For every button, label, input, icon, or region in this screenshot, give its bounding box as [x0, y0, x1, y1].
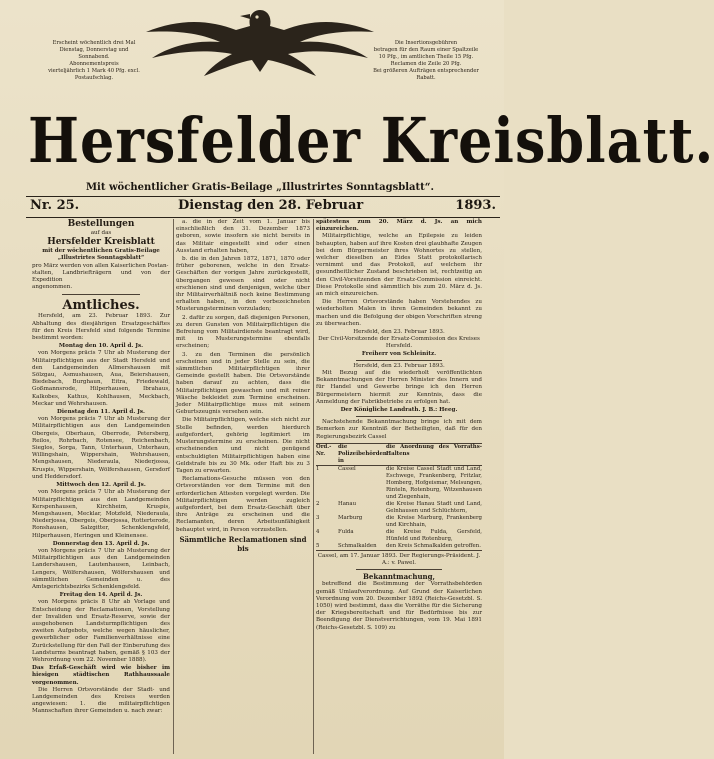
day-text: von Morgens präcis 7 Uhr ab Musterung der Militairpflichtigen aus den Landgemeinden Kerspenhausen, Kirchheim, Kruspis, Mengshausen, Mecklar, Motzfeld, Niederaula, Niederjossa, Obergeis, Oberjossa, Rotterterode, Ronshausen, Salzgitter, Schenklengsfeld, Hilperhausen, Heringen und Kleinensee.	[32, 489, 170, 539]
signoff: Cassel, am 17. Januar 1893. Der Regierungs-Präsident. J. A.: v. Pawel.	[317, 552, 481, 567]
eagle-emblem-icon	[140, 2, 380, 80]
table-cell: Hanau	[338, 500, 357, 507]
notice-title: Bestellungen	[67, 219, 135, 229]
subscription-line: Postaufschlag.	[74, 75, 114, 81]
day-heading: Mittwoch den 12. April d. Js.	[56, 482, 146, 489]
notice-line: stalten, Landbriefträgern und von der Expedition	[32, 269, 170, 284]
table-cell: 1	[316, 465, 320, 472]
table-cell: die Kreise Marburg, Frankenberg und Kirchhain,	[386, 514, 482, 528]
table-head-cell: Ord.-Nr.	[316, 443, 332, 457]
notice-line: pro März werden von allen Kaiserlichen Postan-	[32, 262, 169, 269]
day-heading: Das Erfaß-Geschäft wird wie bisher im hiesigen städtischen Rathhaussaale vorgenommen.	[32, 665, 170, 686]
paragraph: Die Militairpflichtigen, welche sich nicht zur Stelle befinden, werden hierdurch aufgefordert, gehörig legitimiert im Musterungstermine zu erscheinen. Die nicht erscheinenden und nicht genügend entschuldigten Militairpflichtigen haben eine Geldstrafe bis zu 30 Mk. oder Haft bis zu 3 Tagen zu erwarten.	[176, 417, 310, 474]
table-row	[316, 466, 482, 501]
subscription-line: Dienstag, Donnerstag und Sonnabend.	[59, 47, 129, 60]
paragraph: Militairpflichtige, welche an Epilepsie zu leiden behaupten, haben auf ihre Kosten drei glaubhafte Zeugen bei dem Bürgermeister ihres Wohnortes zu stellen, welcher dieselben an Eides Statt protokollarisch vernimmt und das Protokoll, auf welchem ihr gesundheitlicher Zustand beschrieben ist, rechtzeitig an den Civil-Vorsitzenden der Ersatz-Commission einreicht. Diese Protokolle sind sämmtlich bis zum 20. März d. Js. an mich einzureichen.	[316, 233, 482, 298]
day-text: von Morgens präcis 7 Uhr ab Musterung der Militairpflichtigen aus den Landgemeinden Obergeis, Oberhaun, Oberrode, Petersberg, Reilos, Rohrbach, Rotensee, Reichenbach, Sieglos, Sorga, Tann, Unterhaun, Unterhaun, Willingshain, Wippershain, Wehrshausen, Mengshausen, Niederaula, Niederjossa, Kruspis, Wippershain, Wölfershausen, Gersdorf und Heddersdorf.	[32, 416, 170, 480]
table-row	[316, 515, 482, 529]
dateline: Hersfeld, den 23. Februar 1893.	[353, 329, 445, 336]
paragraph: Mit Bezug auf die wiederholt veröffentlichten Bekanntmachungen der Herren Minister des Innern und für Handel und Gewerbe bringe ich den Herren Bürgermeistern hiermit zur Kenntnis, dass die Anmeldung der Fabrikbetriebe zu erfolgen hat.	[316, 370, 482, 405]
notice-line: auf das	[90, 230, 112, 236]
day-text: von Morgens präcis 7 Uhr ab Musterung der Militairpflichtigen aus den Landgemeinden Landershausen, Lautenhausen, Leinbach, Lengers, Wölfershausen, Wölfershausen und sämmtlichen Gemeinden u. des Amtsgerichtsbezirks Schenklengsfeld.	[32, 547, 170, 590]
table-cell: 4	[316, 528, 320, 535]
column-2	[176, 219, 310, 754]
table-cell: Marburg	[338, 514, 363, 521]
advert-line: Rabatt.	[416, 75, 436, 81]
table-cell: 3	[316, 514, 320, 521]
table-cell: die Kreise Fulda, Gersfeld, Hünfeld und Rotenburg,	[386, 528, 482, 542]
table-cell: Fulda	[338, 528, 354, 535]
table-header	[316, 444, 482, 466]
table-cell: 5	[316, 542, 320, 549]
paragraph: Die Herren Ortsvorstände haben Vorstehendes zu wiederholten Malen in ihren Gemeinden bekannt zu machen und die Befolgung der obigen Vorschriften streng zu überwachen.	[316, 299, 482, 327]
subscription-line: vierteljährlich 1 Mark 40 Pfg. excl.	[48, 68, 140, 74]
subscription-line: Abonnementspreis	[69, 61, 119, 67]
paragraph: 2. dafür zu sorgen, daß diejenigen Personen, zu deren Gunsten von Militairpflichtigen die Befreiung vom Militairdienste beantragt wird, mit in Musterungstermine ebenfalls erscheinen;	[176, 314, 310, 350]
notice-line: mit der wöchentlichen Gratis-Beilage	[42, 248, 160, 255]
advertising-info-box	[370, 40, 482, 82]
table-row	[316, 543, 482, 550]
subscription-info-box	[46, 40, 142, 82]
table-cell: Cassel	[338, 465, 356, 472]
authority-line: Der Civil-Vorsitzende der Ersatz-Commission des Kreises Hersfeld.	[318, 336, 480, 350]
advert-line: betragen für den Raum einer Spaltzeile	[373, 47, 479, 53]
notice-heading: Bekanntmachung,	[363, 572, 435, 582]
issue-year: 1893.	[455, 198, 496, 213]
table-row	[316, 501, 482, 515]
day-heading: Donnerstag den 13. April d. Js.	[52, 540, 150, 547]
day-text: Die Herren Ortsvorstände der Stadt- und Landgemeinden des Kreises werden angewiesen: 1. die militairpflichtigen Mannschaften ihrer Gemeinden u. nach zwar:	[32, 686, 170, 715]
issue-number: Nr. 25.	[30, 198, 80, 213]
column-divider	[173, 219, 174, 754]
masthead-title: Hersfelder Kreisblatt.	[28, 103, 714, 177]
bottom-rule	[26, 217, 500, 218]
day-heading: Freitag den 14. April d. Js.	[59, 592, 143, 599]
paragraph: b. die in den Jahren 1872, 1871, 1870 oder früher geborenen, welche in den Ersatz-Geschäften der vorigen Jahre zurückgestellt, übergangen gewesen sind oder nicht erschienen sind und denjenigen, welche über ihr Militairverhältniß noch keine Bestimmung erhalten haben, in den vorbezeichneten Musterungsterminen vorzuladen;	[176, 256, 310, 313]
day-text: von Morgens präcis 7 Uhr ab Musterung der Militairpflichtigen aus der Stadt Hersfeld und den Landgemeinden Allmershausen mit Sölzgau, Asmushausen, Aua, Beiershausen, Biedebach, Burghaun, Eitra, Friedewald, Goßmannsrode, Hilperhausen, Ibrahaus, Kalkobes, Kathus, Kohlhausen, Meckbach, Meckar und Wehrshausen.	[32, 350, 170, 407]
table-head-cell: die Anordnung des Vorraths-Haltens	[386, 443, 482, 457]
notice-line: angenommen.	[32, 284, 73, 291]
issue-bar	[28, 197, 498, 217]
day-text: von Morgens präcis 8 Uhr ab Vorlage und Entscheidung der Reclamationen, Vorstellung der Invaliden und Ersatz-Reserve, sowie der ausgehobenen Landsturmpflichtigen des zweiten Aufgebots, welche wegen häuslicher, gewerblicher oder Familienverhältnisse eine Zurückstellung für den Fall der Einberufung des Landsturms beantragt haben, gemäß § 103 der Wehrordnung vom 22. November 1888).	[32, 599, 170, 663]
advert-line: Die Insertionsgebühren	[394, 40, 458, 46]
table-cell: die Kreise Hanau Stadt und Land, Gelnhausen und Schlüchtern,	[386, 500, 482, 514]
column-divider	[313, 219, 314, 754]
deadline-line: spätestens zum 20. März d. Js. an mich einzureichen.	[316, 219, 482, 233]
advert-line: Reclamen die Zeile 20 Pfg.	[390, 61, 462, 67]
column-1	[32, 219, 170, 754]
signature-name: Freiherr von Schleinitz.	[361, 350, 437, 357]
day-heading: Dienstag den 11. April d. Js.	[57, 409, 145, 416]
paragraph: Reclamations-Gesuche müssen von den Ortsvorständen vor dem Termine mit den erforderlichen Attesten vorgelegt werden. Die Militairpflichtigen werden zugleich aufgefordert, bei dem Ersatz-Geschäft über ihre Anträge zu erscheinen und die Reclamanten, deren Arbeitsunfähigkeit behauptet wird, in Person vorzustellen.	[176, 476, 310, 533]
paragraph: betreffend die Bestimmung der Vorrathsbehörden gemäß Umlaufverordnung. Auf Grund der Kaiserlichen Verordnung vom 20. Dezember 1892 (Reichs-Gesetzbl. S. 1050) wird bestimmt, dass die Vorräthe für die Sicherung der Kriegsbereitschaft und für Bedürfnisse bis zur Beendigung der Dienstverrichtungen, vom 19. Mai 1891 (Reichs-Gesetzbl. S. 109) zu	[316, 581, 482, 631]
table-row	[316, 529, 482, 543]
paragraph: Nachstehende Bekanntmachung bringe ich mit dem Bemerken zur Kenntniß der Betheiligten, daß für den Regierungsbezirk Cassel	[316, 419, 482, 440]
advert-line: Bei größeren Aufträgen entsprechender	[373, 68, 479, 74]
paragraph: 3. zu den Terminen die persönlich erscheinen und in jeder Stelle zu sein, die sämmtlichen Militairpflichtigen ihrer Gemeinde gestellt haben. Die Ortsvorstände haben darauf zu achten, dass die Militairpflichtigen gewaschen und mit reiner Wäsche bekleidet zum Termine erscheinen. Jeder Militairpflichtige muss mit seinem Geburtszeugnis versehen sein.	[176, 351, 310, 416]
advert-line: 10 Pfg., im amtlichen Theile 15 Pfg.	[378, 54, 474, 60]
subscription-line: Erscheint wöchentlich drei Mal	[52, 40, 136, 46]
authority-table	[316, 443, 482, 551]
signature-name: Der Königliche Landrath. J. B.: Heeg.	[340, 407, 458, 414]
notice-line: Hersfelder Kreisblatt	[47, 237, 155, 248]
dateline: Hersfeld, den 23. Februar 1893.	[353, 362, 445, 369]
table-cell: die Kreise Cassel Stadt und Land, Eschwege, Frankenberg, Fritzlar, Homberg, Hofgeismar, Melsungen, Rinteln, Rotenburg, Witzenhausen und Ziegenhain,	[386, 465, 482, 500]
section-heading: Amtliches.	[62, 298, 140, 314]
column-3	[316, 219, 482, 754]
table-cell: Schmalkalden	[338, 542, 377, 549]
intro-paragraph: Hersfeld, am 23. Februar 1893. Zur Abhaltung des diesjährigen Ersatzgeschäftes für den Kreis Hersfeld sind folgende Termine bestimmt worden:	[32, 313, 170, 342]
table-cell: den Kreis Schmalkalden getroffen.	[386, 542, 481, 549]
paragraph: a. die in der Zeit vom 1. Januar bis einschließlich den 31. Dezember 1873 geboren, sowie insofern sie nicht bereits in das Militair eingestellt sind oder einen Ausstand erhalten haben,	[176, 219, 310, 254]
table-head-cell: die Polizeibehörden in	[338, 443, 387, 464]
issue-date: Dienstag den 28. Februar	[178, 198, 364, 213]
notice-line: „Illustrirtes Sonntagsblatt“	[57, 255, 145, 262]
reclamation-heading: Sämmtliche Reclamationen sind bis	[179, 534, 307, 553]
supplement-subtitle: Mit wöchentlicher Gratis-Beilage „Illustrirtes Sonntagsblatt“.	[85, 182, 434, 193]
table-cell: 2	[316, 500, 320, 507]
day-heading: Montag den 10. April d. Js.	[58, 343, 144, 350]
